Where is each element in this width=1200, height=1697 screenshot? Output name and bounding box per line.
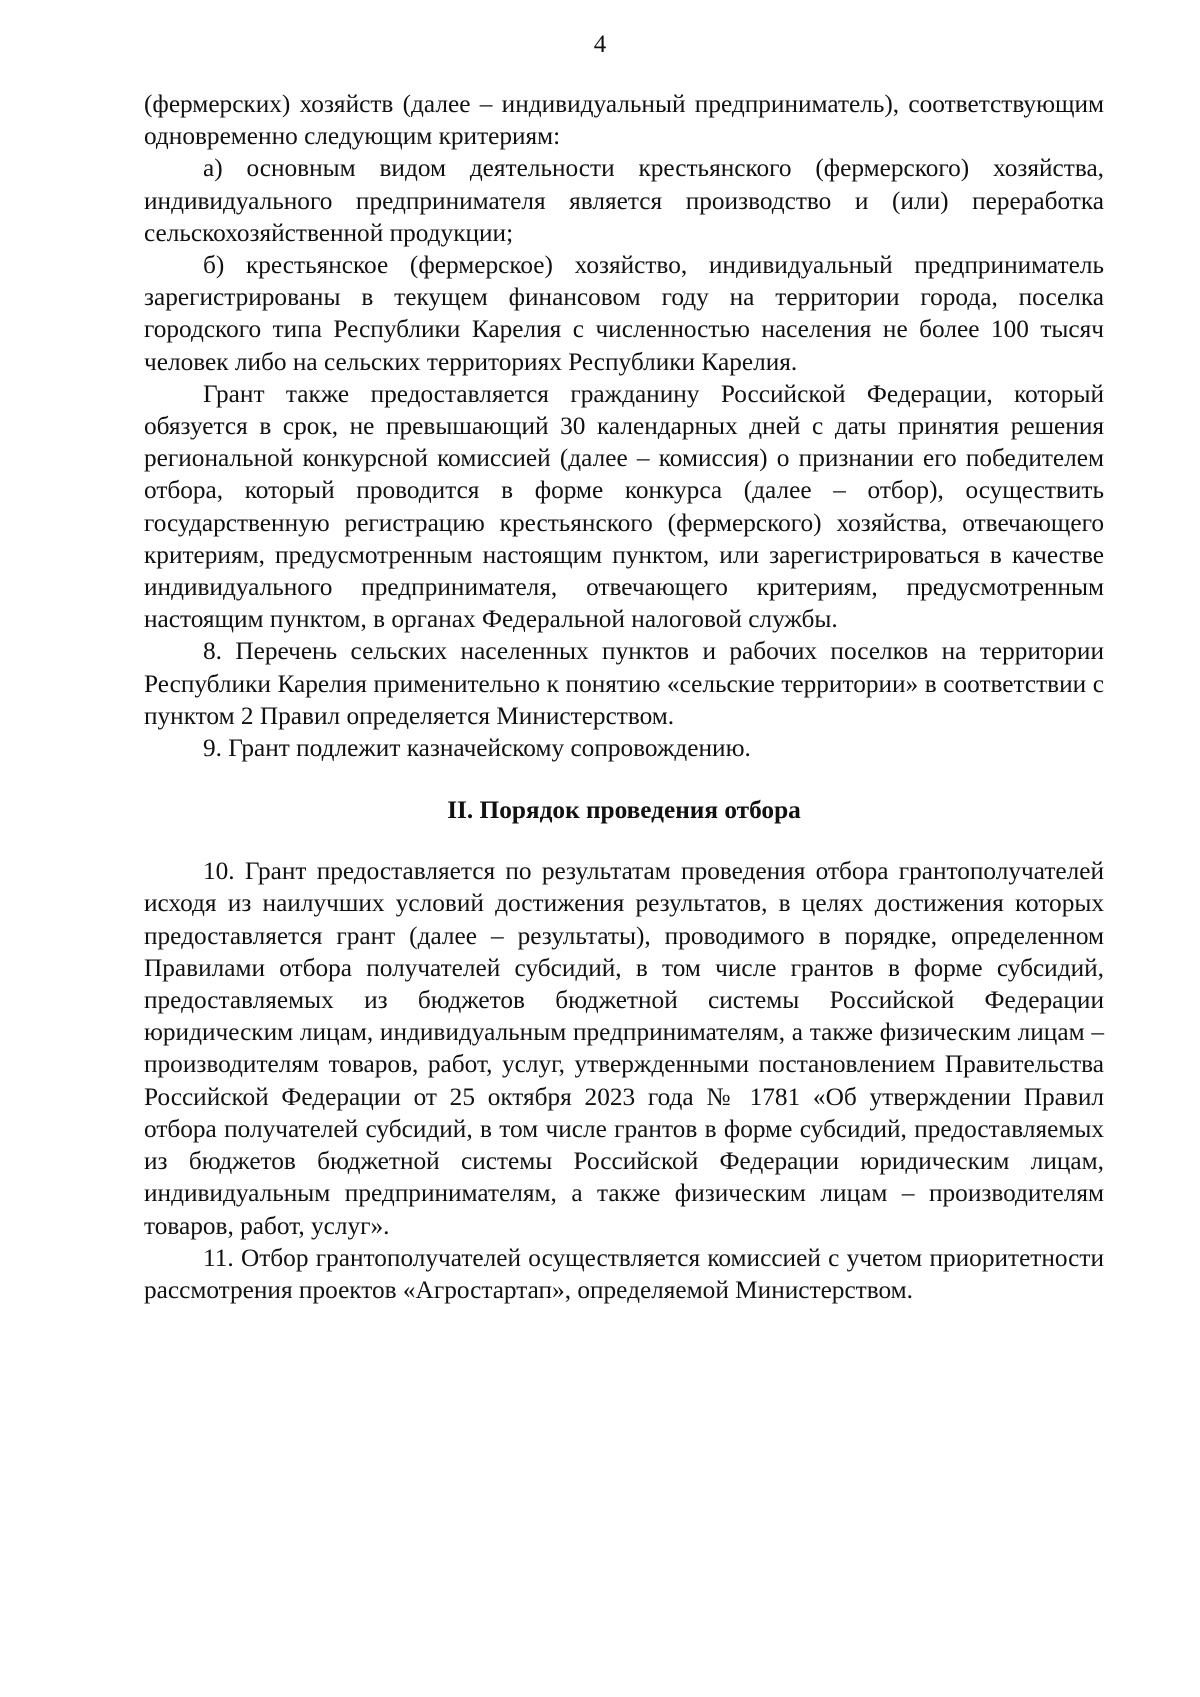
- document-body: [144, 88, 1104, 1306]
- paragraph-criterion-b: б) крестьянское (фермерское) хозяйство, индивидуальный предприниматель зарегистрированы в текущем финансовом году на территории города, поселка городского типа Республики Карелия с численностью населения не более 100 тысяч человек либо на сельских территориях Республики Карелия.: [144, 251, 1104, 376]
- page-number: 4: [593, 31, 607, 58]
- section-heading: II. Порядок проведения отбора: [447, 796, 801, 825]
- paragraph-item-10: 10. Грант предоставляется по результатам проведения отбора грантополучателей исходя из наилучших условий достижения результатов, в целях достижения которых предоставляется грант (далее – результаты), проводимого в порядке, определенном Правилами отбора получателей субсидий, в том числе грантов в форме субсидий, предоставляемых из бюджетов бюджетной системы Российской Федерации юридическим лицам, индивидуальным предпринимателям, а также физическим лицам – производителям товаров, работ, услуг, утвержденными постановлением Правительства Российской Федерации от 25 октября 2023 года № 1781 «Об утверждении Правил отбора получателей субсидий, в том числе грантов в форме субсидий, предоставляемых из бюджетов бюджетной системы Российской Федерации юридическим лицам, индивидуальным предпринимателям, а также физическим лицам – производителям товаров, работ, услуг».: [144, 857, 1104, 1240]
- paragraph-item-11: 11. Отбор грантополучателей осуществляется комиссией с учетом приоритетности рассмотрения проектов «Агростартап», определяемой Министерством.: [144, 1243, 1104, 1304]
- paragraph-intro: (фермерских) хозяйств (далее – индивидуальный предприниматель), соответствующим одновременно следующим критериям:: [144, 90, 1104, 151]
- paragraph-item-8: 8. Перечень сельских населенных пунктов и рабочих поселков на территории Республики Карелия применительно к понятию «сельские территории» в соответствии с пунктом 2 Правил определяется Министерством.: [144, 637, 1104, 730]
- paragraph-criterion-a: а) основным видом деятельности крестьянского (фермерского) хозяйства, индивидуального предпринимателя является производство и (или) переработка сельскохозяйственной продукции;: [144, 154, 1104, 247]
- paragraph-item-9: 9. Грант подлежит казначейскому сопровождению.: [203, 734, 751, 763]
- paragraph-grant-citizen: Грант также предоставляется гражданину Российской Федерации, который обязуется в срок, не превышающий 30 календарных дней с даты принятия решения региональной конкурсной комиссией (далее – комиссия) о признании его победителем отбора, который проводится в форме конкурса (далее – отбор), осуществить государственную регистрацию крестьянского (фермерского) хозяйства, отвечающего критериям, предусмотренным настоящим пунктом, или зарегистрироваться в качестве индивидуального предпринимателя, отвечающего критериям, предусмотренным настоящим пунктом, в органах Федеральной налоговой службы.: [144, 379, 1104, 634]
